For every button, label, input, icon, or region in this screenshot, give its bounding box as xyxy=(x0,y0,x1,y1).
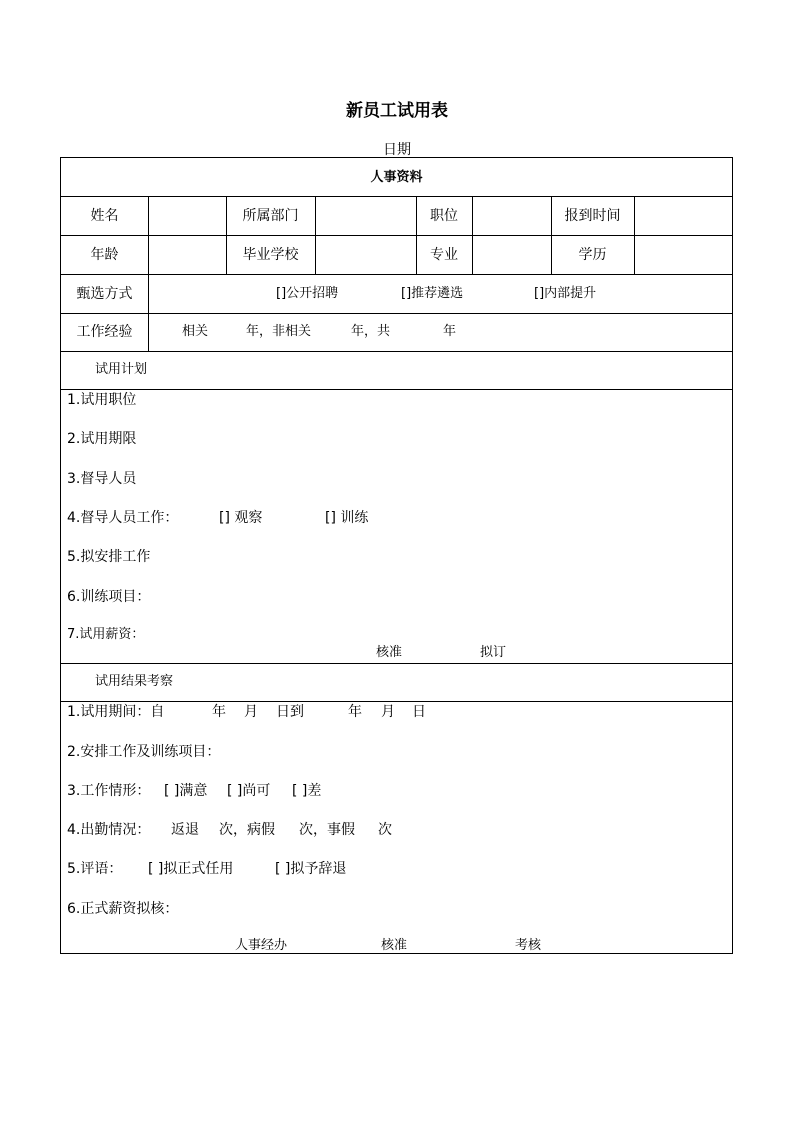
result-period-from-day: 日到 xyxy=(276,704,304,720)
plan-sign-approve: 核准 xyxy=(376,645,403,660)
report-time-label: 报到时间 xyxy=(564,208,621,224)
department-field[interactable] xyxy=(316,197,416,235)
date-label: 日期 xyxy=(383,142,411,158)
experience-years: 年 xyxy=(443,324,457,339)
school-label: 毕业学校 xyxy=(242,247,299,263)
supervisor-train-checkbox[interactable]: [] 训练 xyxy=(325,510,369,526)
position-label: 职位 xyxy=(430,208,458,224)
selection-open-recruitment-checkbox[interactable]: []公开招聘 xyxy=(276,286,339,301)
result-period-to-year: 年 xyxy=(348,704,362,720)
trial-result-header: 试用结果考察 xyxy=(95,674,174,689)
plan-item-position: 1.试用职位 xyxy=(67,392,137,408)
report-time-field[interactable] xyxy=(635,197,732,235)
result-period-to-day: 日 xyxy=(412,704,426,720)
result-sign-approve: 核准 xyxy=(381,938,408,953)
age-field[interactable] xyxy=(149,236,226,274)
result-attendance-label: 4.出勤情况： xyxy=(67,822,151,838)
result-period-label: 1.试用期间：自 xyxy=(67,704,165,720)
comment-hire-checkbox[interactable]: [ ]拟正式任用 xyxy=(148,861,234,877)
personnel-section-header: 人事资料 xyxy=(370,170,423,185)
plan-item-work-arrangement: 5.拟安排工作 xyxy=(67,549,151,565)
education-field[interactable] xyxy=(635,236,732,274)
status-poor-checkbox[interactable]: [ ]差 xyxy=(292,783,322,799)
experience-unrelated: 年，非相关 xyxy=(246,324,312,339)
status-satisfied-checkbox[interactable]: [ ]满意 xyxy=(164,783,208,799)
trial-form-table xyxy=(60,157,733,954)
supervisor-observe-checkbox[interactable]: [] 观察 xyxy=(219,510,263,526)
attendance-personal: 次，事假 xyxy=(299,822,355,838)
result-period-from-year: 年 xyxy=(212,704,226,720)
major-field[interactable] xyxy=(473,236,551,274)
result-period-from-month: 月 xyxy=(244,704,258,720)
trial-plan-header: 试用计划 xyxy=(95,362,148,377)
major-label: 专业 xyxy=(430,247,458,263)
name-field[interactable] xyxy=(149,197,226,235)
result-work-training: 2.安排工作及训练项目： xyxy=(67,744,221,760)
age-label: 年龄 xyxy=(90,247,119,263)
plan-item-supervisor-work: 4.督导人员工作： xyxy=(67,510,179,526)
selection-method-label: 甄选方式 xyxy=(76,286,133,302)
plan-item-supervisor: 3.督导人员 xyxy=(67,471,137,487)
result-salary-approval: 6.正式薪资拟核： xyxy=(67,901,179,917)
attendance-late: 返退 xyxy=(171,822,199,838)
experience-related: 相关 xyxy=(182,324,209,339)
plan-sign-draft: 拟订 xyxy=(480,645,507,660)
school-field[interactable] xyxy=(316,236,416,274)
status-acceptable-checkbox[interactable]: [ ]尚可 xyxy=(227,783,271,799)
plan-item-duration: 2.试用期限 xyxy=(67,431,137,447)
name-label: 姓名 xyxy=(90,208,119,224)
form-title: 新员工试用表 xyxy=(346,101,448,121)
result-sign-hr: 人事经办 xyxy=(235,938,288,953)
plan-item-training: 6.训练项目： xyxy=(67,589,151,605)
selection-internal-promotion-checkbox[interactable]: []内部提升 xyxy=(534,286,597,301)
result-comment-label: 5.评语： xyxy=(67,861,123,877)
result-work-status-label: 3.工作情形： xyxy=(67,783,151,799)
education-label: 学历 xyxy=(578,247,607,263)
comment-dismiss-checkbox[interactable]: [ ]拟予辞退 xyxy=(275,861,347,877)
experience-total: 年，共 xyxy=(351,324,391,339)
attendance-sick: 次，病假 xyxy=(219,822,275,838)
attendance-times: 次 xyxy=(378,822,392,838)
plan-item-salary: 7.试用薪资： xyxy=(67,627,145,642)
work-experience-label: 工作经验 xyxy=(76,324,133,340)
result-period-to-month: 月 xyxy=(381,704,395,720)
department-label: 所属部门 xyxy=(242,208,299,224)
selection-recommendation-checkbox[interactable]: []推荐遴选 xyxy=(401,286,464,301)
result-sign-review: 考核 xyxy=(515,938,542,953)
position-field[interactable] xyxy=(473,197,551,235)
